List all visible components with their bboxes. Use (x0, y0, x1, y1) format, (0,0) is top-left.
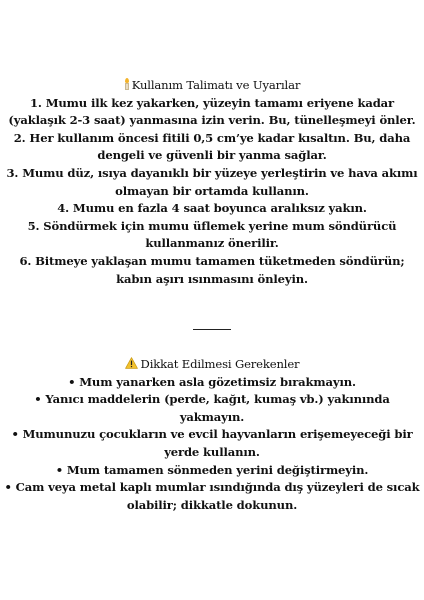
instruction-line-5: 3. Mumu düz, ısıya dayanıklı bir yüzeye yerleştirin ve hava akımı (6, 165, 418, 180)
instruction-line-1: 1. Mumu ilk kez yakarken, yüzeyin tamamı eriyene kadar (30, 95, 394, 110)
instruction-line-6: olmayan bir ortamda kullanın. (115, 183, 309, 198)
instruction-line-7: 4. Mumu en fazla 4 saat boyunca aralıksız yakın. (57, 201, 367, 216)
warning-line-5: yerde kullanın. (164, 444, 260, 459)
warning-line-1: • Mum yanarken asla gözetimsiz bırakmayın. (68, 374, 356, 389)
warning-icon (125, 357, 138, 369)
instruction-line-10: 6. Bitmeye yaklaşan mumu tamamen tüketmeden söndürün; (19, 253, 405, 268)
warnings-heading-text: Dikkat Edilmesi Gerekenler (140, 357, 300, 371)
instructions-section (4, 77, 420, 288)
instruction-line-4: dengeli ve güvenli bir yanma sağlar. (97, 148, 327, 163)
instructions-heading-text: Kullanım Talimatı ve Uyarılar (131, 78, 301, 92)
warnings-heading (4, 356, 420, 374)
section-divider (193, 329, 231, 330)
instruction-line-8: 5. Söndürmek için mumu üflemek yerine mum söndürücü (27, 218, 397, 233)
instruction-line-9: kullanmanız önerilir. (145, 236, 279, 251)
warning-line-8: olabilir; dikkatle dokunun. (126, 497, 298, 512)
warning-line-4: • Mumunuzu çocukların ve evcil hayvanların erişemeyeceği bir (11, 427, 413, 442)
warning-line-2: • Yanıcı maddelerin (perde, kağıt, kumaş vb.) yakınında (34, 392, 390, 407)
warning-line-3: yakmayın. (179, 409, 245, 424)
instruction-line-11: kabın aşırı ısınmasını önleyin. (116, 271, 308, 286)
instruction-line-3: 2. Her kullanım öncesi fitili 0,5 cm’ye kadar kısaltın. Bu, daha (13, 130, 411, 145)
instruction-line-2: (yaklaşık 2-3 saat) yanmasına izin verin. Bu, tünelleşmeyi önler. (8, 113, 416, 128)
instructions-heading (4, 77, 420, 95)
warnings-section (4, 356, 420, 514)
candle-body (125, 83, 129, 90)
candle-icon (124, 78, 130, 90)
warning-line-7: • Cam veya metal kaplı mumlar ısındığında dış yüzeyleri de sıcak (4, 480, 420, 495)
warning-line-6: • Mum tamamen sönmeden yerini değiştirmeyin. (55, 462, 369, 477)
